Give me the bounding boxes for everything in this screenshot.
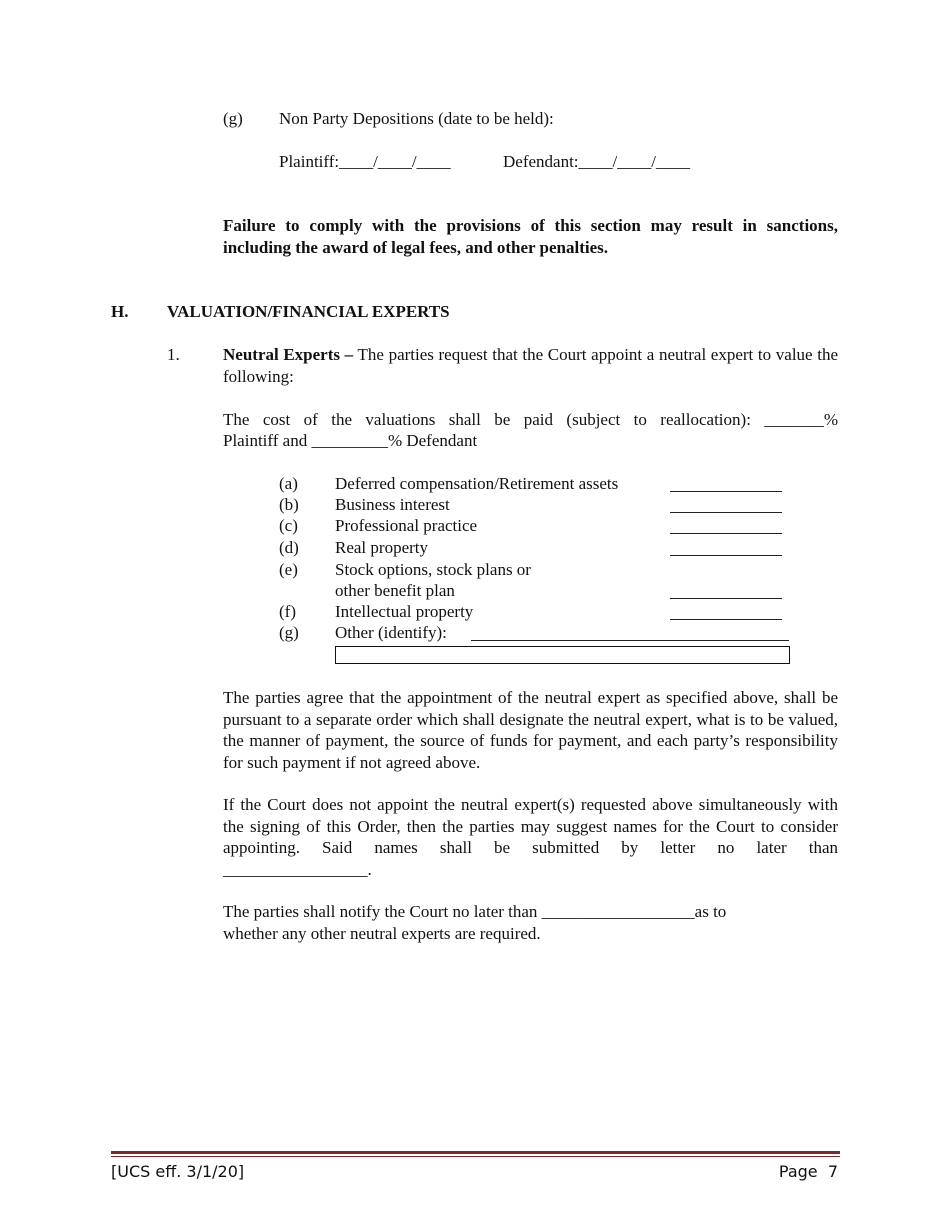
item-blank-line[interactable] bbox=[670, 512, 782, 513]
valuation-item-b bbox=[279, 494, 799, 516]
item-blank-line[interactable] bbox=[670, 533, 782, 534]
item-label: (c) bbox=[279, 516, 298, 535]
item-text: Business interest bbox=[335, 495, 450, 514]
item-label: (f) bbox=[279, 602, 296, 621]
footer-rule-thin bbox=[111, 1156, 840, 1157]
valuation-item-f bbox=[279, 601, 799, 623]
sanctions-warning: Failure to comply with the provisions of this section may result in sanctions, including the award of legal fees, and other penalties. bbox=[223, 216, 838, 257]
section-g-title: Non Party Depositions (date to be held): bbox=[279, 109, 554, 128]
item-label: (b) bbox=[279, 495, 299, 514]
plaintiff-label: Plaintiff: bbox=[279, 152, 340, 171]
item-blank-line[interactable] bbox=[670, 598, 782, 599]
valuation-item-g bbox=[279, 622, 799, 644]
item-1-text: The parties request that the Court appoint a neutral expert to value the following: bbox=[223, 345, 838, 386]
item-1-heading: Neutral Experts – bbox=[223, 345, 354, 364]
footer-rule-thick bbox=[111, 1151, 840, 1154]
other-identify-line[interactable] bbox=[471, 640, 789, 641]
item-text: Deferred compensation/Retirement assets bbox=[335, 474, 619, 493]
valuation-item-e-continued bbox=[279, 580, 799, 602]
item-text: other benefit plan bbox=[335, 581, 455, 600]
item-text: Real property bbox=[335, 538, 428, 557]
valuation-item-e bbox=[279, 559, 799, 581]
other-identify-input-box[interactable] bbox=[335, 646, 790, 664]
defendant-date-row bbox=[503, 151, 690, 173]
defendant-date-field[interactable]: ____/____/____ bbox=[578, 152, 690, 171]
item-label: (a) bbox=[279, 474, 298, 493]
section-h-letter: H. bbox=[111, 302, 129, 321]
plaintiff-date-field[interactable]: ____/____/____ bbox=[339, 152, 451, 171]
notify-line-1: The parties shall notify the Court no later than __________________as to bbox=[223, 902, 727, 921]
item-blank-line[interactable] bbox=[670, 491, 782, 492]
defendant-label: Defendant: bbox=[503, 152, 579, 171]
section-g-label: (g) bbox=[223, 109, 243, 128]
cost-text-line1: The cost of the valuations shall be paid (subject to reallocation): _______% bbox=[223, 410, 838, 429]
footer-page-number: Page 7 bbox=[778, 1162, 838, 1181]
item-text: Other (identify): bbox=[335, 623, 447, 642]
valuation-item-c bbox=[279, 515, 799, 537]
item-1-number: 1. bbox=[167, 345, 180, 364]
valuation-item-a bbox=[279, 473, 799, 495]
plaintiff-date-row bbox=[279, 151, 451, 173]
item-label: (g) bbox=[279, 623, 299, 642]
footer-left-text: [UCS eff. 3/1/20] bbox=[111, 1162, 245, 1181]
item-1-paragraph bbox=[223, 344, 838, 387]
notify-line-2: whether any other neutral experts are required. bbox=[223, 924, 541, 943]
item-label: (d) bbox=[279, 538, 299, 557]
valuation-item-d bbox=[279, 537, 799, 559]
cost-text-line2: Plaintiff and _________% Defendant bbox=[223, 431, 478, 450]
if-court-paragraph-end[interactable]: _________________. bbox=[223, 860, 372, 879]
item-blank-line[interactable] bbox=[670, 619, 782, 620]
item-text: Intellectual property bbox=[335, 602, 474, 621]
item-text: Stock options, stock plans or bbox=[335, 560, 531, 579]
parties-agree-paragraph: The parties agree that the appointment of the neutral expert as specified above, shall be pursuant to a separate order which shall designate the neutral expert, what is to be valued, the manner of payment, the source of funds for payment, and each party’s responsibility for such payment if not agreed above. bbox=[223, 688, 838, 772]
section-h-title: VALUATION/FINANCIAL EXPERTS bbox=[167, 302, 450, 321]
item-text: Professional practice bbox=[335, 516, 478, 535]
item-label: (e) bbox=[279, 560, 298, 579]
if-court-paragraph: If the Court does not appoint the neutral expert(s) requested above simultaneously with the signing of this Order, then the parties may suggest names for the Court to consider appointing. Said names shall be submitted by letter no later than bbox=[223, 795, 838, 857]
item-blank-line[interactable] bbox=[670, 555, 782, 556]
